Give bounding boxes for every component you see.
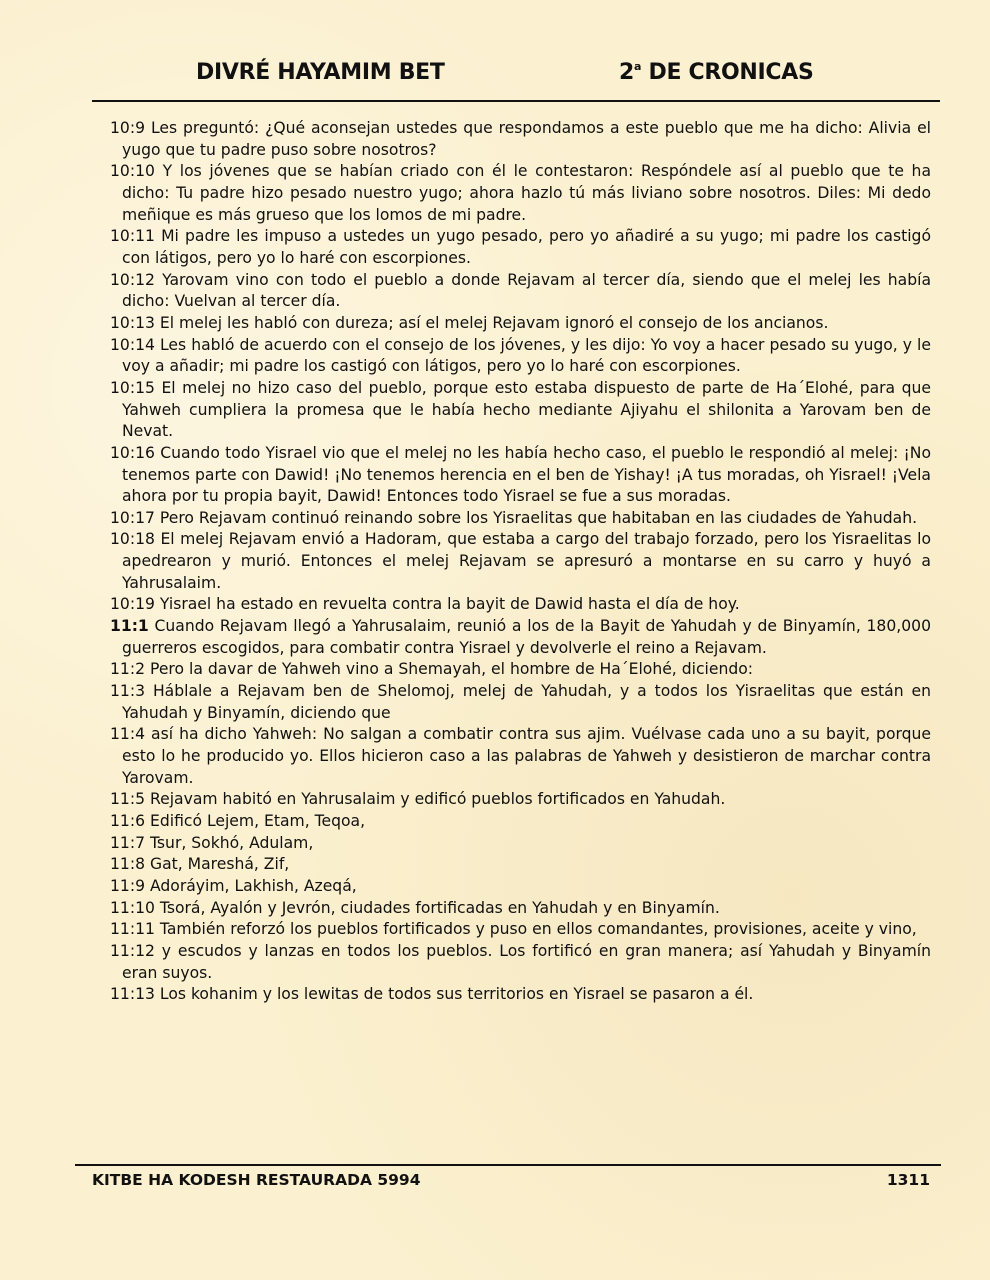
verse-reference: 10:16 bbox=[110, 443, 155, 462]
verse-reference: 11:6 bbox=[110, 812, 146, 830]
verse-text: Adoráyim, Lakhish, Azeqá, bbox=[145, 876, 357, 895]
verse-text: Yisrael ha estado en revuelta contra la bayit de Dawid hasta el día de hoy. bbox=[154, 595, 740, 614]
verse bbox=[110, 984, 931, 1006]
verse bbox=[110, 508, 931, 530]
verse-reference: 11:4 bbox=[110, 725, 146, 744]
verse-text: Pero la davar de Yahweh vino a Shemayah, el hombre de Ha´Elohé, diciendo: bbox=[145, 660, 754, 679]
verse-reference: 10:14 bbox=[110, 335, 155, 354]
verse-text: Cuando todo Yisrael vio que el melej no les había hecho caso, el pueblo le respondió al melej: ¡No tenemos parte con Dawid! ¡No tenemos herencia en el ben de Yishay! ¡A tus moradas, oh Yisrael! ¡Vela ahora por tu propia bayit, Dawid! Entonces todo Yisrael se fue a sus moradas. bbox=[122, 443, 931, 506]
verse-text: Rejavam habitó en Yahrusalaim y edificó pueblos fortificados en Yahudah. bbox=[145, 790, 726, 809]
verse bbox=[110, 118, 931, 161]
verse-text: y escudos y lanzas en todos los pueblos. Los fortificó en gran manera; así Yahudah y Binyamín eran suyos. bbox=[122, 941, 931, 982]
verse-reference: 11:8 bbox=[110, 855, 146, 874]
verse bbox=[110, 226, 931, 269]
verse-text: Los kohanim y los lewitas de todos sus territorios en Yisrael se pasaron a él. bbox=[154, 985, 754, 1004]
verse-text: Cuando Rejavam llegó a Yahrusalaim, reunió a los de la Bayit de Yahudah y de Binyamín, 180,000 guerreros escogidos, para combatir contra Yisrael y devolverle el reino a Rejavam. bbox=[122, 617, 931, 657]
verse-reference: 10:17 bbox=[110, 508, 155, 527]
verse bbox=[110, 335, 931, 378]
verse-reference: 10:12 bbox=[110, 270, 155, 289]
verse-reference: 10:15 bbox=[110, 378, 155, 397]
verse-text: Tsorá, Ayalón y Jevrón, ciudades fortificadas en Yahudah y en Binyamín. bbox=[154, 898, 720, 917]
verse bbox=[110, 854, 931, 876]
book-number: 2 bbox=[619, 60, 635, 85]
book-name bbox=[619, 60, 814, 85]
verse-reference: 10:10 bbox=[110, 162, 155, 181]
verse bbox=[110, 724, 931, 789]
book-title: DIVRÉ HAYAMIM BET bbox=[196, 60, 445, 85]
page-header bbox=[92, 58, 940, 94]
verse-text: Les habló de acuerdo con el consejo de los jóvenes, y les dijo: Yo voy a hacer pesado su yugo, y le voy a añadir; mi padre los castigó con látigos, pero yo lo haré con escorpiones. bbox=[122, 335, 931, 376]
verse-list bbox=[110, 118, 931, 1006]
verse-reference: 11:11 bbox=[110, 920, 155, 939]
verse-reference: 10:9 bbox=[110, 119, 146, 137]
verse bbox=[110, 616, 931, 659]
verse bbox=[110, 833, 931, 855]
verse-text: Mi padre les impuso a ustedes un yugo pesado, pero yo añadiré a su yugo; mi padre los castigó con látigos, pero yo lo haré con escorpiones. bbox=[122, 227, 931, 267]
verse bbox=[110, 161, 931, 226]
verse-reference: 11:2 bbox=[110, 660, 146, 679]
verse-text: Y los jóvenes que se habían criado con él le contestaron: Respóndele así al pueblo que te ha dicho: Tu padre hizo pesado nuestro yugo; ahora hazlo tú más liviano sobre nosotros. Diles: Mi dedo meñique es más grueso que los lomos de mi padre. bbox=[122, 162, 931, 224]
verse-text: Tsur, Sokhó, Adulam, bbox=[145, 833, 314, 852]
verse-reference: 11:12 bbox=[110, 941, 155, 960]
verse bbox=[110, 270, 931, 313]
verse-text: Yarovam vino con todo el pueblo a donde Rejavam al tercer día, siendo que el melej les había dicho: Vuelvan al tercer día. bbox=[122, 270, 931, 311]
verse-reference: 11:3 bbox=[110, 682, 146, 701]
verse bbox=[110, 941, 931, 984]
verse-text: Pero Rejavam continuó reinando sobre los Yisraelitas que habitaban en las ciudades de Yahudah. bbox=[154, 508, 918, 527]
verse-text: El melej Rejavam envió a Hadoram, que estaba a cargo del trabajo forzado, pero los Yisraelitas lo apedrearon y murió. Entonces el melej Rejavam se apresuró a montarse en su carro y huyó a Yahrusalaim. bbox=[122, 530, 931, 592]
verse bbox=[110, 919, 931, 941]
verse-reference: 11:1 bbox=[110, 617, 149, 636]
verse bbox=[110, 876, 931, 898]
verse-text: Edificó Lejem, Etam, Teqoa, bbox=[145, 812, 366, 830]
verse-reference: 11:9 bbox=[110, 876, 146, 895]
verse bbox=[110, 898, 931, 920]
verse bbox=[110, 378, 931, 443]
verse-reference: 10:19 bbox=[110, 595, 155, 614]
header-rule bbox=[92, 100, 940, 102]
verse-text: Gat, Mareshá, Zif, bbox=[145, 855, 290, 874]
verse bbox=[110, 681, 931, 724]
verse-reference: 11:13 bbox=[110, 985, 155, 1004]
verse bbox=[110, 594, 931, 616]
verse bbox=[110, 443, 931, 508]
verse bbox=[110, 659, 931, 681]
book-number-superscript: a bbox=[634, 60, 642, 73]
verse-text: También reforzó los pueblos fortificados y puso en ellos comandantes, provisiones, aceite y vino, bbox=[154, 920, 917, 939]
verse-reference: 11:10 bbox=[110, 898, 155, 917]
book-name-text: DE CRONICAS bbox=[641, 60, 814, 85]
verse-text: así ha dicho Yahweh: No salgan a combatir contra sus ajim. Vuélvase cada uno a su bayit, porque esto lo he producido yo. Ellos hicieron caso a las palabras de Yahweh y desistieron de marchar contra Yarovam. bbox=[122, 725, 931, 787]
verse bbox=[110, 789, 931, 811]
footer-rule bbox=[75, 1164, 941, 1166]
verse-reference: 11:7 bbox=[110, 833, 146, 852]
verse bbox=[110, 529, 931, 594]
verse bbox=[110, 811, 931, 833]
footer-edition: KITBE HA KODESH RESTAURADA 5994 bbox=[92, 1171, 421, 1189]
page-number: 1311 bbox=[886, 1171, 930, 1189]
verse bbox=[110, 313, 931, 335]
verse-reference: 10:18 bbox=[110, 530, 155, 549]
verse-text: El melej no hizo caso del pueblo, porque esto estaba dispuesto de parte de Ha´Elohé, para que Yahweh cumpliera la promesa que le había hecho mediante Ajiyahu el shilonita a Yarovam ben de Nevat. bbox=[122, 378, 931, 441]
verse-reference: 11:5 bbox=[110, 790, 146, 809]
verse-reference: 10:13 bbox=[110, 313, 155, 332]
verse-reference: 10:11 bbox=[110, 227, 155, 246]
verse-text: El melej les habló con dureza; así el melej Rejavam ignoró el consejo de los ancianos. bbox=[154, 313, 829, 332]
verse-text: Les preguntó: ¿Qué aconsejan ustedes que respondamos a este pueblo que me ha dicho: Alivia el yugo que tu padre puso sobre nosotros? bbox=[122, 119, 931, 159]
verse-text: Háblale a Rejavam ben de Shelomoj, melej de Yahudah, y a todos los Yisraelitas que están en Yahudah y Binyamín, diciendo que bbox=[122, 682, 931, 722]
